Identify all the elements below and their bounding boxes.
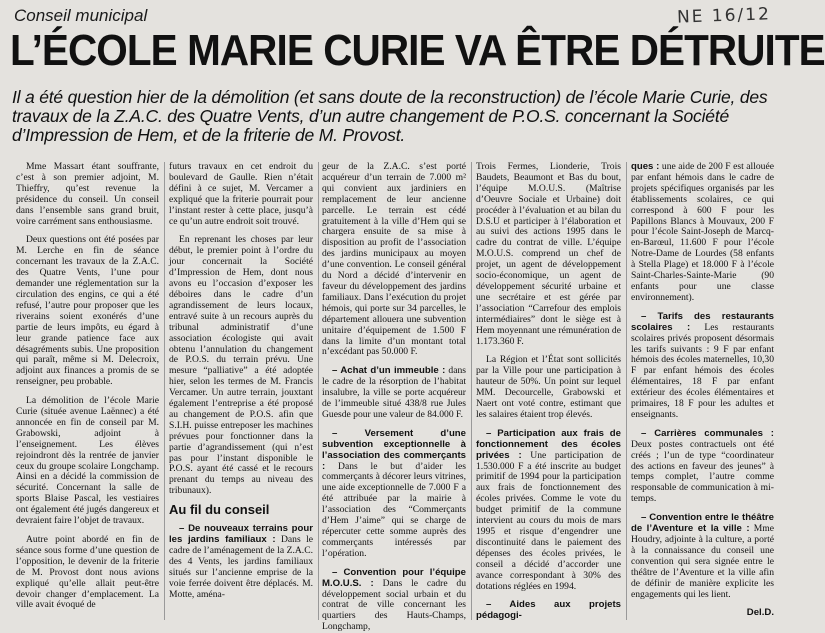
column-4 [476, 162, 621, 620]
column-divider [318, 162, 319, 620]
column-2 [169, 162, 313, 620]
paragraph-text: une aide de 200 F est allouée par enfant hémois dans le cadre de projets spécifiques organisés par les établissements scolaires, ce qui correspond à 600 F pour les Papillons Blancs à Mouvaux, 200 F pour l’école Saint-Joseph de Marcq-en-Barœul, 11.600 F pour l’école Notre-Dame de Lourdes (58 enfants à Stella Plage) et 18.000 F à l’école Saint-Charles-Sainte-Marie (90 enfants pour une classe environnement). [631, 161, 774, 303]
paragraph: futurs travaux en cet endroit du boulevard de Gaulle. Rien n’était défini à ce sujet, M. Vercamer a expliqué que la friterie pourrait pour l’instant rester à cette place, jusqu’à ce qu’un autre endroit soit trouvé. [169, 161, 313, 227]
column-3 [322, 161, 467, 633]
paragraph [631, 162, 774, 304]
column-divider [164, 162, 165, 620]
subheading: – Convention entre le théâtre de l’Aventure et la ville : [631, 512, 774, 535]
paragraph: En reprenant les choses par leur début, le premier point à l’ordre du jour concernait la Société d’Impression de Hem, dont nous avons eu l’occasion d’exposer les déboires dans le cadre d’un agrandissement de leurs locaux, entravé suite à un recours auprès du tribunal administratif d’une association écologiste qui avait obtenu l’annulation du changement de P.O.S. du terrain prévu. Une mesure “palliative” a été adoptée hier, selon les termes de M. Francis Vercamer. Un autre terrain, jouxtant également l’entreprise a été proposé au changement de P.O.S. afin que S.I.H. puisse entreposer les machines prévues pour fonctionner dans la partie d’agrandissement (qui n’est pas pour l’instant disponible le P.O.S. ayant été cassé et le recours prenant du temps au niveau des tribunaux). [169, 234, 313, 497]
paragraph-text: Dans le cadre du développement social urbain et du contrat de ville concernant les quartiers des Hauts-Champs, Longchamp, [322, 577, 467, 633]
column-1 [16, 162, 159, 620]
column-divider [626, 162, 627, 620]
paragraph [631, 429, 774, 505]
article-columns [0, 161, 785, 633]
paragraph-text: dans le cadre de la résorption de l’habitat insalubre, la ville se porte acquéreur de l’immeuble situé 438/8 rue Jules Guesde pour une valeur de 84.000 F. [322, 365, 466, 420]
author-signature: Del.D. [746, 607, 774, 619]
paragraph: Deux questions ont été posées par M. Lerche en fin de séance concernant les travaux de la Z.A.C. des Quatre Vents, l’une pour demander une réglementation sur la circulation des engins, ce qui a été refusé, l’autre pour proposer que les riverains soient exonérés d’une partie de leurs impôts, eu égard à leur grande patience face aux désagréments subis. Une proposition qui paraît, même si M. Delecroix, adjoint aux finances a promis de se renseigner, peu probable. [16, 234, 159, 388]
subheading: – Participation aux frais de fonctionnement des écoles privées : [476, 427, 621, 461]
section-heading: Au fil du conseil [169, 502, 270, 518]
paragraph-text: Mme Houdry, adjointe à la culture, a porté à la connaissance du conseil une convention qui sera signée entre le théâtre de l’Aventure et la ville afin de définir de manière explicite les engagements qui les lient. [631, 523, 774, 600]
paragraph [631, 513, 774, 600]
subheading: – Tarifs des restaurants scolaires : [631, 310, 774, 333]
paragraph: Mme Massart étant souffrante, c’est à son premier adjoint, M. Thieffry, qu’est revenue la présidence du conseil. Un conseil dans l’ensemble sans grand bruit, voire carrément sans enthousiasme. [16, 161, 159, 227]
subheading: – Aides aux projets pédagogi- [476, 599, 621, 622]
subheading: – Versement d’une subvention exceptionnelle à l’association des commerçants : [322, 427, 466, 472]
paragraph [322, 429, 466, 560]
paragraph: La démolition de l’école Marie Curie (située avenue Laënnec) a été annoncée en fin de conseil par M. Grabowski, adjoint à l’enseignement. Les élèves rejoindront dès la rentrée de janvier ceux du groupe scolaire Longchamp. Ainsi en a décidé la commission de sécurité. Concernant la salle de sports Blaise Pascal, les vestiaires ont également été jugés dangereux et devraient faire l’objet de travaux. [16, 395, 159, 527]
paragraph-text: Une participation de 1.530.000 F a été inscrite au budget primitif de 1994 pour la participation aux frais de fonctionnement des écoles privées. Comme le vote du budget primitif de la commune intervient au cours du mois de mars 1995 et risque d’engendrer une discontinuité dans le paiement des dépenses des écoles privées, le conseil a décidé d’accorder une avance correspondant à 30% des dotations réglées en 1994. [476, 449, 621, 592]
subheading: – Carrières communales : [641, 427, 774, 439]
paragraph: Autre point abordé en fin de séance sous forme d’une question de l’opposition, le devenir de la friterie de M. Provost dont nous avions expliqué qu’elle allait peut-être devoir changer d’emplacement. La ville avait évoqué de [16, 534, 159, 611]
lead-paragraph: Il a été question hier de la démolition (et sans doute de la reconstruction) de l’école Marie Curie, des travaux de la Z.A.C. des Quatre Vents, d’un autre changement de P.O.S. concernant la Société d’Impression de Hem, et de la friterie de M. Provost. [12, 87, 768, 145]
paragraph [476, 600, 621, 622]
paragraph: geur de la Z.A.C. s’est porté acquéreur d’un terrain de 7.000 m² qui convient aux jardiniers en remplacement de leur ancienne parcelle. Le terrain est cédé gratuitement à la ville d’Hem qui se chargera ensuite de sa mise à disposition au profit de l’association des jardins municipaux au moyen d’une convention. Le conseil général du Nord a décidé d’intervenir en faveur du développement des jardins familiaux. Dans l’exécution du projet hémois, qui porte sur 34 parcelles, le département allouera une subvention unitaire d’équipement de 1.500 F dans la limite d’un montant total n’excédant pas 50.000 F. [322, 161, 466, 358]
paragraph-text: Deux postes contractuels ont été créés ; l’un de type “coordinateur des actions en faveur des jeunes” à temps complet, l’autre comme responsable de communication à mi-temps. [631, 438, 774, 505]
column-5 [631, 162, 774, 620]
paragraph-text: Dans le cadre de l’aménagement de la Z.A.C. des 4 Vents, les jardins familiaux situés sur l’ancienne emprise de la voie ferrée doivent être déplacés. M. Motte, aména- [169, 534, 314, 600]
paragraph [322, 568, 466, 633]
column-divider [471, 162, 472, 620]
section-kicker: Conseil municipal [14, 6, 148, 25]
subheading: ques : [631, 161, 660, 172]
paragraph [476, 429, 621, 593]
paragraph-text: Les restaurants scolaires privés proposent désormais les tarifs suivants : 9 F par enfant hémois des écoles maternelles, 10,30 F par enfant hémois des écoles élémentaires, 18 F par enfant extérieur des écoles élémentaires et primaires, 18 F pour les adultes et enseignants. [631, 321, 774, 420]
paragraph-text: Dans le but d’aider les commerçants à décorer leurs vitrines, une aide exceptionnelle de 7.000 F a été attribuée par la mairie à l’association des “Commerçants d’Hem J’aime” qui se charge de répercuter cette somme auprès des commerçants intéressés par l’opération. [322, 460, 466, 559]
subheading: – Achat d’un immeuble : [332, 365, 446, 377]
paragraph: La Région et l’État sont sollicités par la Ville pour une participation à hauteur de 50%. Un point sur lequel MM. Decourcelle, Grabowski et Naert ont voté contre, estimant que les salaires étaient trop élevés. [476, 354, 621, 420]
paragraph [631, 312, 774, 421]
handwritten-note: NE 16/12 [676, 4, 772, 28]
subheading: – Convention pour l’équipe M.O.U.S. : [322, 566, 466, 589]
paragraph [169, 524, 313, 600]
headline: L’ÉCOLE MARIE CURIE VA ÊTRE DÉTRUITE [10, 26, 825, 75]
paragraph [322, 366, 466, 421]
subheading: – De nouveaux terrains pour les jardins familiaux : [169, 523, 313, 545]
paragraph: Trois Fermes, Lionderie, Trois Baudets, Beaumont et Bas du bout, l’équipe M.O.U.S. (Maîtrise d’Oeuvre Sociale et Urbaine) doit procéder à l’évaluation et au bilan du D.S.U et participer à l’élaboration et au suivi des actions 1995 dans le cadre du contrat de ville. L’équipe M.O.U.S. comprend un chef de projet, un agent de développement socio-économique, un agent de développement sécurité urbaine et une secrétaire et est gérée par l’association “Carrefour des emplois intermédiaires” dont le siège est à Hem moyennant une rémunération de 1.173.360 F. [476, 161, 621, 347]
